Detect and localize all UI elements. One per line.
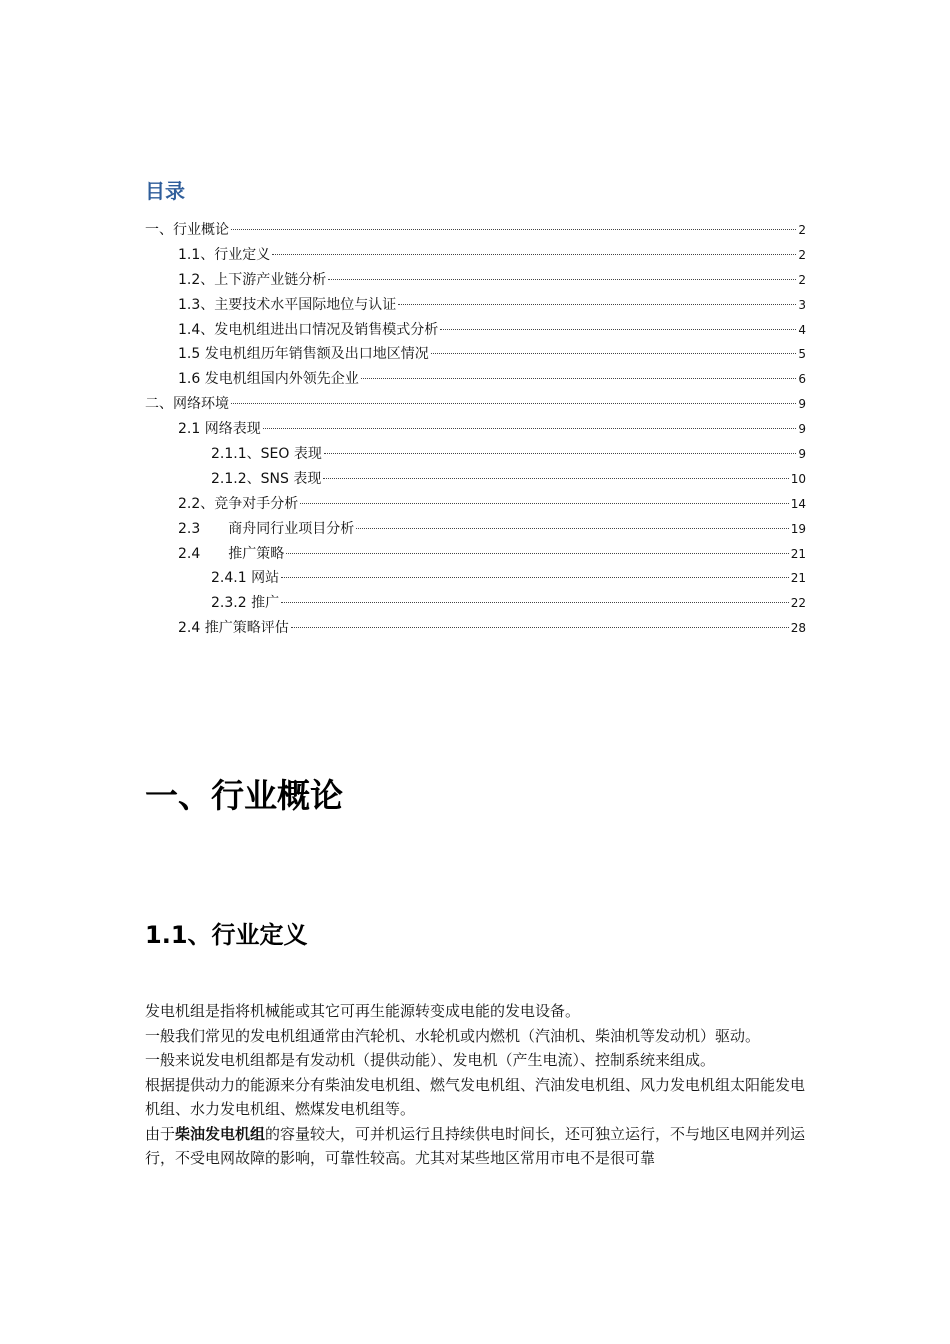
paragraph: 根据提供动力的能源来分有柴油发电机组、燃气发电机组、汽油发电机组、风力发电机组太阳能发电机组、水力发电机组、燃煤发电机组等。 [145, 1075, 806, 1118]
toc-leader-dots [286, 553, 788, 554]
subsection-heading: 1.1、行业定义 [145, 921, 308, 949]
paragraph: 一般我们常见的发电机组通常由汽轮机、水轮机或内燃机（汽油机、柴油机等发动机）驱动。 [145, 1026, 761, 1045]
toc-entry[interactable] [145, 517, 806, 542]
toc-page-number: 9 [798, 447, 806, 462]
toc-page-number: 2 [798, 223, 806, 237]
toc-entry[interactable] [145, 492, 806, 517]
toc-leader-dots [431, 353, 797, 354]
toc-leader-dots [361, 378, 797, 379]
toc-leader-dots [263, 428, 797, 429]
toc-entry-label: 2.3 商舟同行业项目分析 [178, 520, 355, 537]
toc-leader-dots [291, 627, 789, 628]
toc-page-number: 3 [798, 297, 806, 312]
toc-entry-label: 1.4、发电机组进出口情况及销售模式分析 [178, 321, 439, 338]
toc-entry[interactable] [145, 542, 806, 567]
toc-page-number: 5 [798, 347, 806, 362]
toc-entry[interactable] [145, 591, 806, 616]
toc-entry-label: 2.2、竞争对手分析 [178, 495, 299, 512]
toc-entry-label: 1.6 发电机组国内外领先企业 [178, 371, 359, 388]
toc-leader-dots [272, 254, 796, 255]
paragraph [145, 1122, 808, 1171]
toc-page-number: 2 [798, 247, 806, 262]
toc-entry-label: 2.4 推广策略评估 [178, 620, 289, 637]
toc-entry-label: 1.1、行业定义 [178, 246, 271, 263]
paragraph: 一般来说发电机组都是有发动机（提供动能）、发电机（产生电流）、控制系统来组成。 [145, 1051, 716, 1069]
toc-page-number: 10 [790, 471, 806, 486]
toc-page-number: 2 [798, 272, 806, 287]
toc-entry[interactable] [145, 616, 806, 641]
toc-entry-label: 2.1.2、SNS 表现 [211, 470, 322, 487]
toc-leader-dots [328, 279, 796, 280]
section-body [145, 999, 808, 1171]
toc-entry[interactable] [145, 417, 806, 442]
toc-leader-dots [323, 478, 788, 479]
toc-leader-dots [281, 602, 789, 603]
table-of-contents [145, 218, 806, 641]
toc-page-number: 14 [790, 496, 806, 511]
toc-page-number: 28 [790, 621, 806, 636]
paragraph-text: 的容量较大，可并机运行且持续供电时间长，还可独立运行，不与地区电网并列运行，不受电网故障的影响，可靠性较高。尤其对某些地区常用市电不是很可靠 [145, 1124, 806, 1167]
toc-entry[interactable] [145, 566, 806, 591]
toc-page-number: 4 [798, 322, 806, 337]
toc-entry[interactable] [145, 268, 806, 293]
section-heading: 一、行业概论 [145, 776, 343, 815]
toc-entry[interactable] [145, 342, 806, 367]
toc-entry[interactable] [145, 392, 806, 417]
toc-entry-label: 2.4.1 网站 [211, 570, 280, 587]
bold-term: 柴油发电机组 [175, 1124, 266, 1143]
toc-entry-label: 1.3、主要技术水平国际地位与认证 [178, 296, 397, 313]
toc-entry-label: 2.1 网络表现 [178, 421, 261, 438]
toc-entry-label: 2.4 推广策略 [178, 545, 285, 562]
toc-page-number: 6 [798, 372, 806, 387]
toc-leader-dots [231, 403, 796, 404]
toc-entry[interactable] [145, 442, 806, 467]
toc-entry[interactable] [145, 467, 806, 492]
toc-entry-label: 二、网络环境 [145, 396, 229, 413]
toc-leader-dots [231, 229, 796, 230]
toc-entry[interactable] [145, 318, 806, 343]
toc-page-number: 21 [790, 571, 806, 586]
toc-page-number: 19 [790, 521, 806, 536]
toc-leader-dots [300, 503, 788, 504]
toc-entry-label: 一、行业概论 [145, 222, 229, 238]
paragraph: 发电机组是指将机械能或其它可再生能源转变成电能的发电设备。 [145, 1002, 581, 1020]
toc-entry-label: 1.2、上下游产业链分析 [178, 271, 327, 288]
toc-entry-label: 2.3.2 推广 [211, 595, 280, 612]
toc-page-number: 9 [798, 422, 806, 437]
toc-leader-dots [324, 453, 797, 454]
toc-page-number: 22 [790, 596, 806, 611]
toc-title: 目录 [145, 179, 185, 203]
toc-entry-label: 1.5 发电机组历年销售额及出口地区情况 [178, 346, 429, 363]
toc-entry[interactable] [145, 367, 806, 392]
toc-entry-label: 2.1.1、SEO 表现 [211, 446, 322, 463]
toc-entry[interactable] [145, 293, 806, 318]
toc-page-number: 9 [798, 397, 806, 412]
toc-leader-dots [398, 304, 796, 305]
toc-entry[interactable] [145, 243, 806, 268]
toc-page-number: 21 [790, 546, 806, 561]
toc-entry[interactable] [145, 218, 806, 243]
paragraph-text: 由于 [145, 1124, 176, 1143]
toc-leader-dots [440, 329, 796, 330]
toc-leader-dots [356, 528, 788, 529]
toc-leader-dots [281, 577, 789, 578]
